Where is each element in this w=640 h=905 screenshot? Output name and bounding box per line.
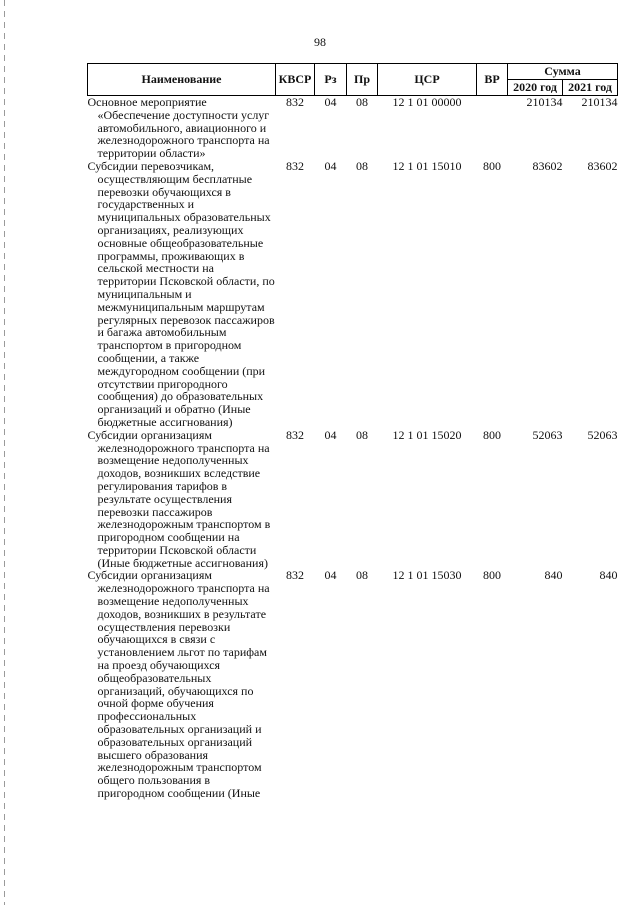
- table-row: [88, 96, 618, 160]
- table-row: [88, 429, 618, 570]
- table-body: [88, 96, 618, 800]
- row-pr: 08: [356, 95, 368, 109]
- row-kvsr: 832: [286, 568, 304, 583]
- row-sum-2020: 840: [544, 568, 563, 583]
- table-row: [88, 160, 618, 429]
- row-pr: 08: [356, 568, 368, 583]
- row-rz: 04: [324, 158, 337, 173]
- row-csr: 12 1 01 15030: [392, 568, 462, 583]
- row-csr: 12 1 01 15020: [392, 427, 462, 442]
- header-csr: ЦСР: [378, 64, 477, 96]
- row-vr: 800: [483, 568, 501, 583]
- row-pr: 08: [356, 158, 368, 173]
- budget-table: [87, 63, 618, 800]
- row-pr: 08: [356, 427, 368, 442]
- header-pr: Пр: [347, 64, 378, 96]
- row-sum-2021: 52063: [587, 427, 618, 442]
- header-year-2021: 2021 год: [563, 80, 618, 96]
- row-csr: 12 1 01 15010: [392, 158, 462, 173]
- table-row: [88, 569, 618, 799]
- scan-border: [4, 0, 5, 905]
- row-rz: 04: [324, 95, 337, 109]
- header-vr: ВР: [477, 64, 508, 96]
- page-number: 98: [314, 35, 326, 49]
- header-sum: Сумма: [508, 64, 618, 80]
- row-name: Основное мероприятие «Обеспечение доступности услуг автомобильного, авиационного и железнодорожного транспорта на территории области»: [87, 95, 270, 161]
- row-rz: 04: [324, 568, 337, 583]
- row-vr: 800: [483, 158, 501, 173]
- header-name: Наименование: [88, 64, 276, 96]
- row-name: Субсидии организациям железнодорожного транспорта на возмещение недополученных доходов, возникших в результате осуществления перевозки обучающихся в связи с установлением льгот по тарифам на проезд обучающихся общеобразовательных организаций, обучающихся по очной форме обучения профессиональных образовательных организаций и образовательных организаций высшего образования железнодорожным транспортом общего пользования в пригородном сообщении (Иные: [87, 568, 270, 801]
- row-csr: 12 1 01 00000: [392, 95, 462, 109]
- row-sum-2021: 83602: [587, 158, 618, 173]
- table-header: [88, 64, 618, 96]
- row-name: Субсидии организациям железнодорожного транспорта на возмещение недополученных доходов, возникших вследствие регулирования тарифов в результате осуществления перевозки пассажиров железнодорожным транспортом в пригородном сообщении на территории Псковской области (Иные бюджетные ассигнования): [87, 427, 271, 570]
- row-kvsr: 832: [286, 427, 304, 442]
- row-vr: [477, 96, 508, 160]
- row-sum-2020: 52063: [532, 427, 563, 442]
- row-rz: 04: [324, 427, 337, 442]
- header-rz: Рз: [315, 64, 347, 96]
- header-year-2020: 2020 год: [508, 80, 563, 96]
- row-vr: 800: [483, 427, 501, 442]
- row-sum-2021: 210134: [581, 95, 618, 109]
- row-name: Субсидии перевозчикам, осуществляющим бесплатные перевозки обучающихся в государственных и муниципальных образовательных организациях, реализующих основные общеобразовательные программы, проживающих в сельской местности на территории Псковской области, по муниципальным и межмуниципальным маршрутам регулярных перевозок пассажиров и багажа автомобильным транспортом в пригородном сообщении, а также междугородном сообщении (при отсутствии пригородного сообщения) до образовательных организаций и обратно (Иные бюджетные ассигнования): [87, 158, 275, 429]
- header-kvsr: КВСР: [276, 64, 315, 96]
- row-sum-2020: 83602: [532, 158, 563, 173]
- row-sum-2020: 210134: [526, 95, 563, 109]
- row-kvsr: 832: [286, 95, 304, 109]
- row-kvsr: 832: [286, 158, 304, 173]
- row-sum-2021: 840: [599, 568, 618, 583]
